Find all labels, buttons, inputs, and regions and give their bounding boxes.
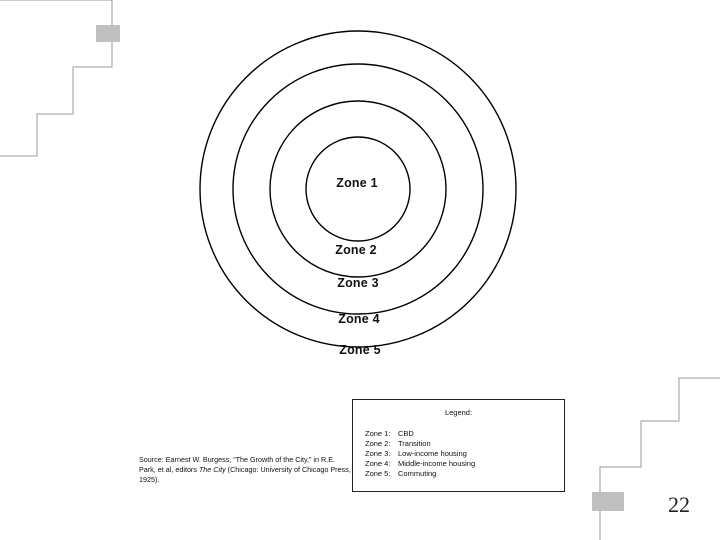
legend-item-value: Commuting <box>398 469 437 478</box>
legend-item-key: Zone 1: <box>365 429 391 438</box>
legend-item <box>365 449 475 459</box>
zone-5-label: Zone 5 <box>339 343 381 357</box>
zone-2-label: Zone 2 <box>335 243 377 257</box>
bottom-right-gray-square <box>592 492 624 511</box>
legend-item <box>365 429 475 439</box>
zone-4-label: Zone 4 <box>338 312 380 326</box>
legend-item-value: Middle-income housing <box>398 459 476 468</box>
legend-item-key: Zone 2: <box>365 439 391 448</box>
source-citation <box>139 455 351 485</box>
legend-item-value: Transition <box>398 439 431 448</box>
zone-1-label: Zone 1 <box>336 176 378 190</box>
bottom-right-step-shape <box>600 378 720 540</box>
legend-item-key: Zone 3: <box>365 449 391 458</box>
source-book-title: The City <box>198 465 226 474</box>
zone-3-label: Zone 3 <box>337 276 379 290</box>
legend-item-value: CBD <box>398 429 414 438</box>
legend-box <box>352 399 565 492</box>
legend-item <box>365 439 475 449</box>
legend-title: Legend: <box>444 408 473 417</box>
legend-item-key: Zone 5: <box>365 469 391 478</box>
page-number: 22 <box>668 492 690 517</box>
legend-item-value: Low-income housing <box>398 449 467 458</box>
top-left-step-shape <box>0 0 112 156</box>
source-suffix: (Chicago: University of Chicago Press, 1925). <box>139 465 351 484</box>
legend-list <box>365 429 475 479</box>
legend-item <box>365 459 475 469</box>
legend-item <box>365 469 475 479</box>
source-prefix: Source: Earnest W. Burgess, “The Growth of the City,” in R.E. Park, et al, editors <box>139 455 335 474</box>
top-left-gray-square <box>96 25 120 42</box>
legend-item-key: Zone 4: <box>365 459 391 468</box>
